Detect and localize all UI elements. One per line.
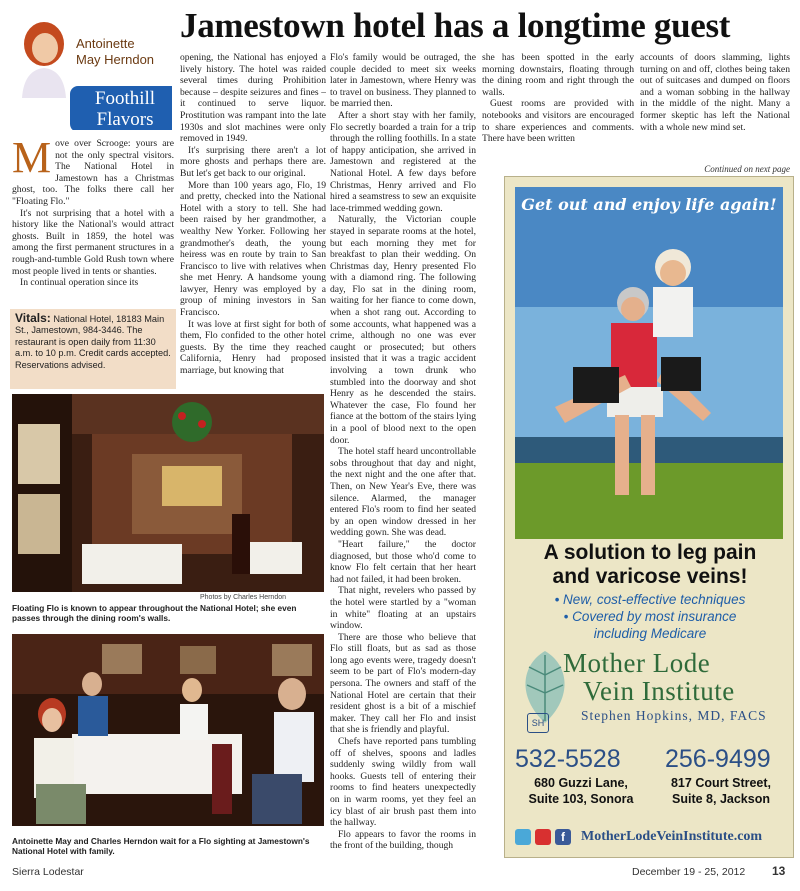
ad-doctor-name: Stephen Hopkins, MD, FACS — [581, 708, 767, 723]
paragraph: Naturally, the Victorian couple stayed in separate rooms at the hotel, but each morning they met for breakfast to plan their wedding. On Christmas day, Henry presented Flo with a diamond ring. The following day, Flo sat in the dining room, waiting for her fiance to come down, when a shot rang out. According to some accounts, what happened was a crime, although no one was ever caught or prosecuted; but others insisted that it was a tragic accident involving a town drunk who stumbled into the doorway and shot Henry as he descended the stairs. Whatever the case, Flo found her fiance at the bottom of the stairs lying in a pool of blood next to the open door. — [330, 214, 476, 446]
ad-headline — [505, 541, 794, 589]
couple-piggyback-image — [515, 187, 783, 539]
article-headline: Jamestown hotel has a longtime guest — [180, 6, 731, 45]
paragraph: ove over Scrooge: yours are not the only spectral visitors. The National Hotel in Jamestown has a Christmas ghost, too. The folks there call her "Floating Flo." — [12, 138, 174, 207]
ad-address-line: 817 Court Street, — [670, 776, 772, 790]
article-column-1 — [12, 138, 174, 306]
article-column-3 — [330, 52, 476, 860]
drop-cap: M — [12, 138, 52, 182]
ad-bullet-list — [505, 591, 794, 642]
column-name-line2: Flavors — [96, 109, 154, 130]
footer-date: December 19 - 25, 2012 — [632, 866, 746, 878]
vein-institute-ad — [504, 176, 794, 858]
ad-logo-line2: Vein Institute — [583, 676, 735, 706]
article-column-4 — [482, 52, 634, 156]
paragraph: It was love at first sight for both of them, Flo confided to the other hotel guests. By the time they reached California, Henry had proposed marriage, but knowing that — [180, 318, 326, 377]
paragraph: she has been spotted in the early morning downstairs, floating through the dining room and right through the walls. — [482, 52, 634, 98]
ad-photo — [515, 187, 783, 539]
paragraph: After a short stay with her family, Flo secretly boarded a train for a trip through the rolling foothills. In a state of happy anticipation, she arrived in Jamestown and registered at the National Hotel. A few days before Christmas, Henry arrived and Flo hired a seamstress to sew an exquisite lace-trimmed wedding gown. — [330, 109, 476, 214]
author-name — [76, 36, 172, 68]
shi-monogram-icon: SH — [527, 713, 549, 733]
ad-website-link[interactable]: MotherLodeVeinInstitute.com — [581, 829, 763, 844]
paragraph: Flo appears to favor the rooms in the front of the building, though — [330, 828, 476, 852]
twitter-icon[interactable] — [515, 829, 531, 845]
ad-logo-line1: Mother Lode — [563, 648, 711, 678]
paragraph: It's surprising there aren't a lot more ghosts and perhaps there are. But let's get back to our original. — [180, 144, 326, 179]
ad-address-sonora — [511, 775, 651, 807]
photo-caption-2: Antoinette May and Charles Herndon wait for a Flo sighting at Jamestown's National Hotel with family. — [12, 836, 310, 857]
ad-address-line: Suite 8, Jackson — [672, 792, 770, 806]
facebook-icon[interactable]: f — [555, 829, 571, 845]
ad-bullet: • New, cost-effective techniques — [554, 592, 746, 607]
ad-headline-line1: A solution to leg pain — [543, 541, 757, 564]
article-column-5 — [640, 52, 790, 162]
vitals-text: National Hotel, 18183 Main St., Jamestown, 984-3446. The restaurant is open daily from 11:30 a.m. to 10 p.m. Credit cards accepted. Reservations advised. — [15, 314, 171, 370]
paragraph: In continual operation since its — [20, 277, 139, 289]
vitals-label: Vitals: — [15, 311, 51, 325]
author-first-name: Antoinette — [76, 36, 135, 51]
paragraph: There are those who believe that Flo still floats, but as sad as those long ago events were, tragedy doesn't seem to be part of Flo's modern-day persona. The owners and staff of the National Hotel are certain that their resident ghost is a bit of a mischief maker. They call her Flo and insist that she is friendly and playful. — [330, 631, 476, 736]
group-photo — [12, 634, 324, 826]
paragraph: More than 100 years ago, Flo, 19 and pretty, checked into the National Hotel with a story to tell. She had been raised by her grandmother, a wealthy New Yorker. Following her grandmother's death, the young heiress was en route by train to San Francisco to live with relatives when she met Henry. A handsome young lawyer, Henry was employed by a group of mining investors in San Francisco. — [180, 179, 326, 319]
ad-headline-line2: and varicose veins! — [552, 565, 748, 588]
paragraph: That night, revelers who passed by the hotel were startled by a "woman in white" floating at an upstairs window. — [330, 585, 476, 632]
paragraph: accounts of doors slamming, lights turning on and off, clothes being taken out of suitcases and dumped on floors and a woman sobbing in the hallway in the middle of the night. Many a former skeptic has left the National with a whole new mind set. — [640, 52, 790, 133]
paragraph: "Heart failure," the doctor diagnosed, but those who'd come to know Flo felt certain that her heart had not failed, it had been broken. — [330, 538, 476, 585]
column-header — [10, 10, 172, 130]
ad-logo — [563, 649, 793, 724]
ad-slogan: Get out and enjoy life again! — [521, 195, 777, 214]
ad-address-jackson — [651, 775, 791, 807]
ad-bullet: • Covered by most insurance — [563, 609, 737, 624]
photo-caption-1: Floating Flo is known to appear throughout the National Hotel; she even passes through the dining room's walls. — [12, 603, 297, 624]
paragraph: Guest rooms are provided with notebooks and visitors are encouraged to share experiences and comments. There have been written — [482, 98, 634, 145]
author-photo — [14, 14, 74, 98]
column-name-line1: Foothill — [94, 88, 156, 109]
article-column-2 — [180, 52, 326, 388]
paragraph: opening, the National has enjoyed a lively history. The hotel was raided several times during Prohibition because – despite seizures and fines – it continued to serve liquor. Prostitution was rampant into the late 1930s and slot machines were only removed in 1949. — [180, 52, 326, 145]
footer-page-number: 13 — [772, 864, 786, 878]
paragraph: The hotel staff heard uncontrollable sobs throughout that day and night, the next night and the one after that. Then, on New Year's Eve, there was silence. Alarmed, the manager entered Flo's room to find her seated by an open window dressed in her wedding gown. She was dead. — [330, 446, 476, 539]
ad-phone-sonora[interactable]: 532-5528 — [515, 745, 621, 773]
ad-address-line: 680 Guzzi Lane, — [534, 776, 628, 790]
author-last-name: May Herndon — [76, 52, 155, 67]
footer-publication: Sierra Lodestar — [12, 866, 84, 878]
youtube-icon[interactable] — [535, 829, 551, 845]
continued-note: Continued on next page — [704, 164, 790, 174]
ad-bullet: including Medicare — [593, 626, 707, 641]
paragraph: Chefs have reported pans tumbling off of shelves, spoons and ladles suddenly swing wildly from wall hooks. Guests tell of entering their rooms to find heaters unexpectedly on in warm rooms, yet they feel an icy blast of air brush past them into the hallway. — [330, 736, 476, 829]
vitals-box — [10, 309, 176, 389]
ad-phone-jackson[interactable]: 256-9499 — [665, 745, 771, 773]
column-name-banner — [70, 86, 172, 130]
dining-room-photo — [12, 394, 324, 592]
ad-address-line: Suite 103, Sonora — [528, 792, 634, 806]
photo-credit: Photos by Charles Herndon — [200, 594, 286, 601]
paragraph: It's not surprising that a hotel with a history like the National's would attract ghosts. Built in 1859, the hotel was among the first permanent structures in a rough-and-tumble Gold Rush town where most people lived in tents or shanties. — [12, 207, 174, 277]
paragraph: Flo's family would be outraged, the couple decided to meet six weeks later in Jamestown, where Henry was to travel on business. They planned to be married then. — [330, 52, 476, 110]
